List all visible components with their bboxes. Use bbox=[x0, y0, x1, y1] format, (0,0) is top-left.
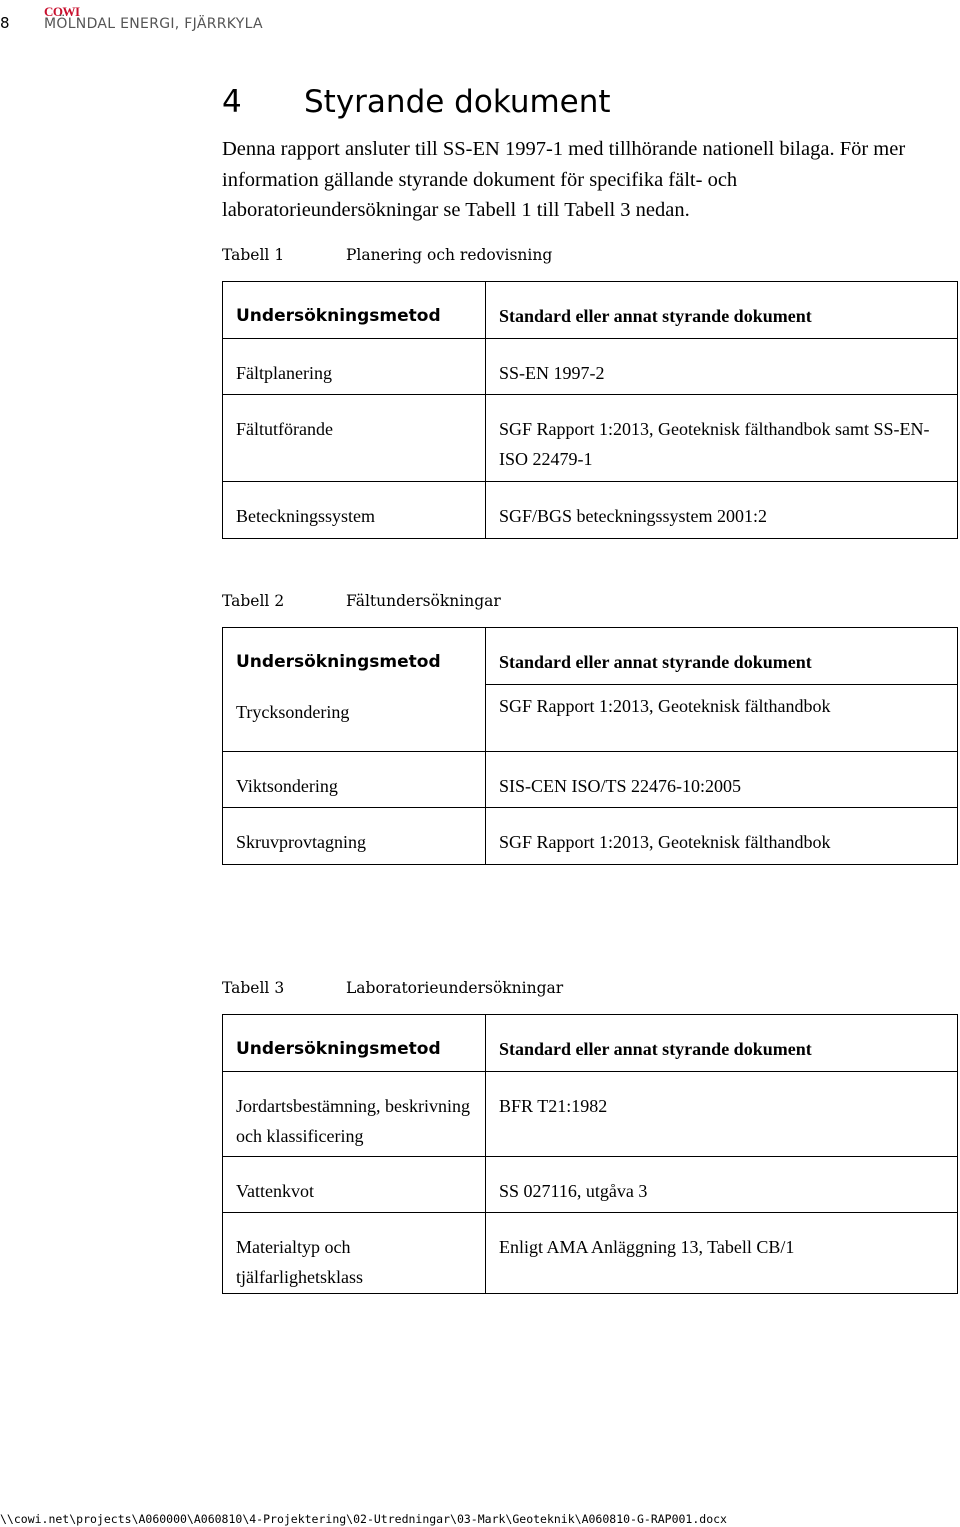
table-row bbox=[223, 752, 958, 808]
intro-paragraph: Denna rapport ansluter till SS-EN 1997-1 med tillhörande nationell bilaga. För mer information gällande styrande dokument för specifika fält- och laboratorieundersökningar se Tabell 1 till Tabell 3 nedan. bbox=[222, 138, 906, 221]
table-3-label: Tabell 3 bbox=[222, 979, 285, 997]
table-3-title: Laboratorieundersökningar bbox=[346, 979, 564, 997]
table-header-row bbox=[223, 1015, 958, 1072]
table-row bbox=[223, 1072, 958, 1157]
standard-cell: SIS-CEN ISO/TS 22476-10:2005 bbox=[486, 752, 958, 808]
table-1-caption bbox=[222, 246, 552, 264]
method-cell: Viktsondering bbox=[223, 752, 486, 808]
cowi-logo: COWI bbox=[44, 4, 80, 19]
method-cell: Fältutförande bbox=[223, 395, 486, 482]
standard-cell: SS-EN 1997-2 bbox=[486, 339, 958, 395]
table-row bbox=[223, 339, 958, 395]
method-cell: Skruvprovtagning bbox=[223, 808, 486, 865]
standard-cell: BFR T21:1982 bbox=[486, 1072, 958, 1157]
table-1-title: Planering och redovisning bbox=[346, 246, 553, 264]
footer-file-path: \\cowi.net\projects\A060000\A060810\4-Projektering\02-Utredningar\03-Mark\Geoteknik\A060810-G-RAP001.docx bbox=[0, 1512, 727, 1526]
column-header-standard: Standard eller annat styrande dokument bbox=[486, 1015, 958, 1072]
table-row bbox=[223, 482, 958, 539]
table-1-label: Tabell 1 bbox=[222, 246, 285, 264]
table-2-label: Tabell 2 bbox=[222, 592, 285, 610]
table-header-row bbox=[223, 282, 958, 339]
standard-cell: SGF/BGS beteckningssystem 2001:2 bbox=[486, 482, 958, 539]
table-2 bbox=[222, 627, 958, 865]
standard-cell: SGF Rapport 1:2013, Geoteknisk fälthandbok samt SS-EN-ISO 22479-1 bbox=[486, 395, 958, 482]
standard-cell: SGF Rapport 1:2013, Geoteknisk fälthandbok bbox=[486, 808, 958, 865]
method-cell: Jordartsbestämning, beskrivning och klassificering bbox=[223, 1072, 486, 1157]
column-header-standard: Standard eller annat styrande dokument bbox=[486, 282, 958, 339]
section-heading bbox=[222, 84, 611, 120]
method-cell: Vattenkvot bbox=[223, 1157, 486, 1213]
method-cell: Trycksondering bbox=[223, 685, 486, 752]
section-number: 4 bbox=[222, 84, 242, 120]
table-row bbox=[223, 1157, 958, 1213]
table-1 bbox=[222, 281, 958, 539]
method-cell: Fältplanering bbox=[223, 339, 486, 395]
table-2-caption bbox=[222, 592, 501, 610]
standard-cell: Enligt AMA Anläggning 13, Tabell CB/1 bbox=[486, 1213, 958, 1294]
column-header-method: Undersökningsmetod bbox=[223, 282, 486, 339]
method-cell: Materialtyp och tjälfarlighetsklass bbox=[223, 1213, 486, 1294]
table-3-caption bbox=[222, 979, 563, 997]
table-row bbox=[223, 685, 958, 752]
document-header-title: MÖLNDAL ENERGI, FJÄRRKYLA bbox=[44, 16, 263, 32]
column-header-standard: Standard eller annat styrande dokument bbox=[486, 628, 958, 685]
table-row bbox=[223, 1213, 958, 1294]
column-header-method: Undersökningsmetod bbox=[223, 628, 486, 685]
standard-cell: SS 027116, utgåva 3 bbox=[486, 1157, 958, 1213]
method-cell: Beteckningssystem bbox=[223, 482, 486, 539]
table-row bbox=[223, 808, 958, 865]
table-row bbox=[223, 395, 958, 482]
page-number: 8 bbox=[0, 14, 10, 32]
section-title: Styrande dokument bbox=[304, 84, 611, 120]
column-header-method: Undersökningsmetod bbox=[223, 1015, 486, 1072]
table-3 bbox=[222, 1014, 958, 1294]
table-header-row bbox=[223, 628, 958, 685]
standard-cell: SGF Rapport 1:2013, Geoteknisk fälthandbok bbox=[486, 685, 958, 752]
table-2-title: Fältundersökningar bbox=[346, 592, 501, 610]
